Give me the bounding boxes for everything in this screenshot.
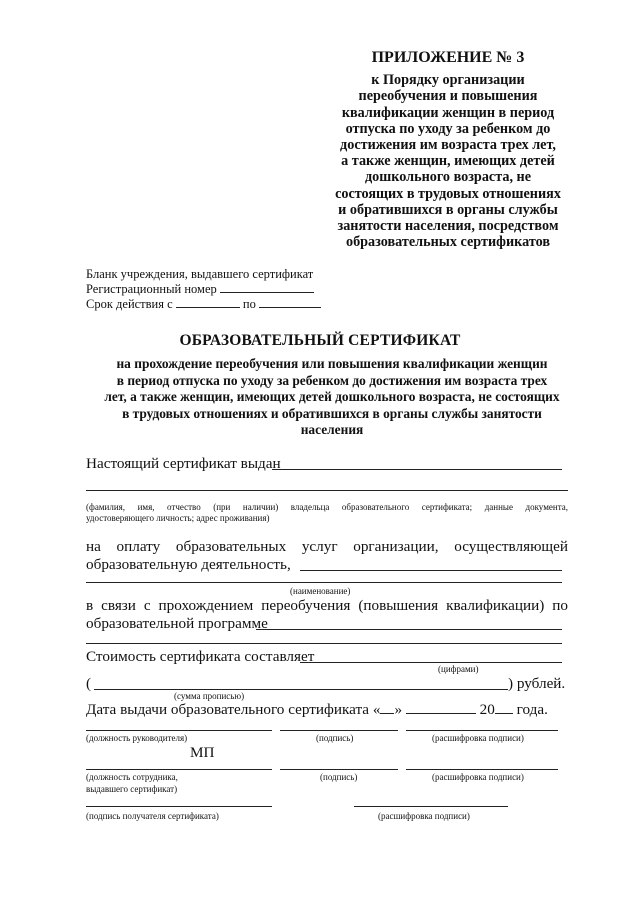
- validity-from-field[interactable]: [176, 296, 240, 308]
- payment-line-1: на оплату образовательных услуг организации, осуществляющей: [86, 538, 568, 555]
- subtitle-line: в период отпуска по уходу за ребенком до достижения им возраста трех: [116, 372, 548, 388]
- subtitle-line: на прохождение переобучения или повышения квалификации женщин: [116, 356, 548, 371]
- employee-position-note-2: выдавшего сертификат): [86, 784, 178, 794]
- recipient-decode-line[interactable]: [354, 806, 508, 807]
- appendix-line: и обратившихся в органы службы: [338, 201, 558, 218]
- institution-blank-label: Бланк учреждения, выдавшего сертификат: [86, 267, 314, 281]
- issue-date-close: »: [394, 701, 403, 718]
- organization-name-field-2[interactable]: [86, 582, 562, 583]
- program-field-2[interactable]: [86, 643, 562, 644]
- head-signature-note: (подпись): [316, 733, 354, 743]
- issue-year-field[interactable]: [495, 702, 513, 714]
- head-position-note: (должность руководителя): [86, 733, 188, 743]
- appendix-line: дошкольного возраста, не: [364, 169, 532, 186]
- appendix-line: квалификации женщин в период: [341, 104, 555, 121]
- employee-decode-line[interactable]: [406, 769, 558, 770]
- reg-number-label: Регистрационный номер: [86, 282, 217, 296]
- reg-number-field[interactable]: [220, 281, 314, 293]
- appendix-line: к Порядку организации: [371, 72, 525, 89]
- head-signature-line[interactable]: [280, 730, 398, 731]
- appendix-line: образовательных сертификатов: [345, 234, 550, 251]
- subtitle-line: в трудовых отношениях и обратившихся в органы службы занятости: [122, 405, 542, 421]
- holder-details-field[interactable]: [86, 490, 568, 491]
- issue-date-row: [86, 701, 548, 719]
- program-line-2: образовательной программе: [86, 615, 268, 632]
- program-field[interactable]: [256, 629, 562, 630]
- payment-line-2: образовательную деятельность,: [86, 556, 291, 573]
- head-decode-line[interactable]: [406, 730, 558, 731]
- program-line-1: в связи с прохождением переобучения (повышения квалификации) по: [86, 597, 568, 614]
- issue-date-label: Дата выдачи образовательного сертификата «: [86, 701, 381, 718]
- organization-name-field[interactable]: [300, 570, 562, 571]
- stamp-label: МП: [190, 744, 215, 761]
- appendix-line: отпуска по уходу за ребенком до: [345, 120, 551, 137]
- recipient-signature-note: (подпись получателя сертификата): [86, 811, 219, 821]
- paren-open: (: [86, 675, 92, 692]
- appendix-line: занятости населения, посредством: [337, 218, 559, 235]
- appendix-line: состоящих в трудовых отношениях: [335, 185, 561, 202]
- recipient-signature-line[interactable]: [86, 806, 272, 807]
- holder-note-1: (фамилия, имя, отчество (при наличии) владельца образовательного сертификата; данные документа,: [86, 502, 568, 512]
- words-note: (сумма прописью): [174, 691, 245, 701]
- validity-to-field[interactable]: [259, 296, 321, 308]
- cost-words-field[interactable]: [94, 689, 508, 690]
- validity-to-label: по: [242, 297, 256, 311]
- digits-note: (цифрами): [438, 664, 479, 674]
- issue-year-prefix: 20: [479, 701, 495, 718]
- rubles-label: ) рублей.: [508, 675, 566, 692]
- head-position-line[interactable]: [86, 730, 272, 731]
- cost-digits-field[interactable]: [300, 662, 562, 663]
- appendix-line: переобучения и повышения: [358, 88, 538, 105]
- appendix-line: достижения им возраста трех лет,: [340, 137, 556, 154]
- employee-signature-note: (подпись): [320, 772, 358, 782]
- name-note: (наименование): [290, 586, 351, 596]
- certificate-title: ОБРАЗОВАТЕЛЬНЫЙ СЕРТИФИКАТ: [179, 332, 461, 349]
- appendix-title: ПРИЛОЖЕНИЕ № 3: [371, 49, 525, 66]
- cost-label: Стоимость сертификата составляет: [86, 648, 315, 665]
- recipient-decode-note: (расшифровка подписи): [378, 811, 470, 821]
- employee-signature-line[interactable]: [280, 769, 398, 770]
- issued-to-label: Настоящий сертификат выдан: [86, 455, 281, 472]
- certificate-subtitle: [94, 356, 570, 439]
- validity-row: [86, 296, 321, 312]
- appendix-block: [318, 50, 578, 250]
- reg-number-row: [86, 281, 314, 297]
- validity-from-label: Срок действия с: [86, 297, 173, 311]
- employee-position-note-1: (должность сотрудника,: [86, 772, 178, 782]
- employee-decode-note: (расшифровка подписи): [432, 772, 524, 782]
- issued-to-field[interactable]: [272, 469, 562, 470]
- issue-day-field[interactable]: [380, 702, 394, 714]
- holder-note-2: удостоверяющего личность; адрес проживания): [86, 513, 270, 523]
- head-decode-note: (расшифровка подписи): [432, 733, 524, 743]
- subtitle-line: населения: [300, 422, 364, 438]
- appendix-line: а также женщин, имеющих детей: [341, 153, 555, 170]
- subtitle-line: лет, а также женщин, имеющих детей дошкольного возраста, не состоящих: [104, 389, 560, 405]
- issue-month-field[interactable]: [406, 702, 476, 714]
- employee-position-line[interactable]: [86, 769, 272, 770]
- issue-year-suffix: года.: [516, 701, 548, 718]
